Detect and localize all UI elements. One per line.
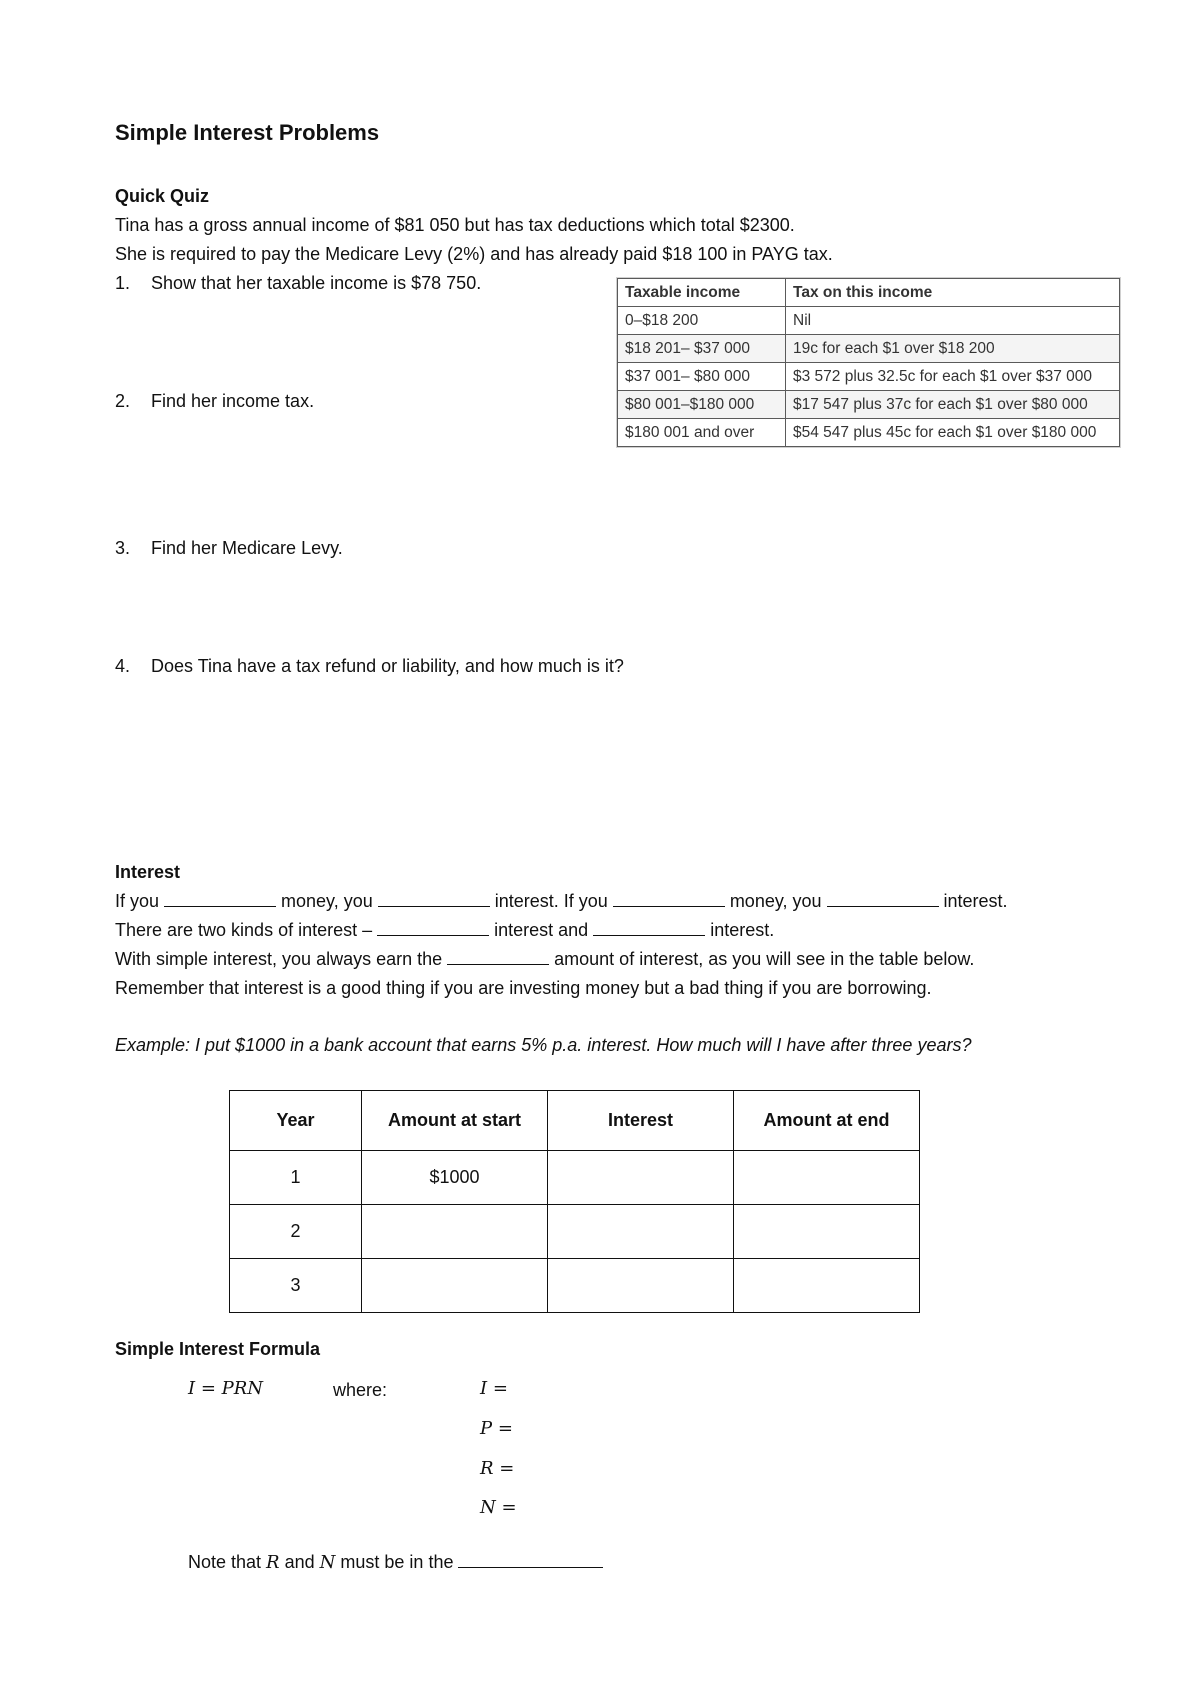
amount-start-cell: $1000	[362, 1151, 548, 1205]
fill-blank	[593, 919, 705, 936]
tax-bracket: $18 201– $37 000	[618, 335, 786, 363]
quiz-line-2: She is required to pay the Medicare Levy (2%) and has already paid $18 100 in PAYG tax.	[115, 244, 833, 264]
text-segment: With simple interest, you always earn the	[115, 949, 448, 969]
tax-rule: $3 572 plus 32.5c for each $1 over $37 000	[786, 363, 1120, 391]
formula-var-r: R =	[480, 1458, 515, 1479]
formula-expression: I = PRN	[188, 1378, 264, 1399]
fill-blank	[458, 1551, 603, 1568]
text-segment: and	[279, 1552, 320, 1572]
text-segment: interest. If you	[489, 891, 613, 911]
text-segment: interest.	[938, 891, 1008, 911]
text-segment: must be in the	[335, 1552, 459, 1572]
fill-blank	[613, 890, 725, 907]
header-year: Year	[230, 1091, 362, 1151]
question-text: Find her Medicare Levy.	[151, 538, 343, 558]
year-cell: 3	[230, 1259, 362, 1313]
tax-rule: $54 547 plus 45c for each $1 over $180 000	[786, 419, 1120, 447]
interest-cell	[548, 1259, 734, 1313]
tax-rule: Nil	[786, 307, 1120, 335]
tax-header-tax: Tax on this income	[786, 279, 1120, 307]
text-segment: R	[266, 1552, 280, 1573]
page-title: Simple Interest Problems	[115, 120, 380, 145]
tax-header-income: Taxable income	[618, 279, 786, 307]
amount-end-cell	[734, 1205, 920, 1259]
header-amount-end: Amount at end	[734, 1091, 920, 1151]
amount-end-cell	[734, 1259, 920, 1313]
fill-blank	[827, 890, 939, 907]
tax-rate-table	[617, 278, 1120, 447]
interest-line-2	[115, 918, 774, 942]
text-segment: interest and	[489, 920, 594, 940]
text-segment: There are two kinds of interest –	[115, 920, 378, 940]
question-3	[115, 536, 343, 560]
formula-var-n: N =	[480, 1497, 517, 1518]
question-text: Show that her taxable income is $78 750.	[151, 273, 482, 293]
text-segment: N	[319, 1552, 336, 1573]
interest-line-1	[115, 889, 1008, 913]
quiz-line-1: Tina has a gross annual income of $81 050 but has tax deductions which total $2300.	[115, 215, 795, 235]
interest-table	[229, 1090, 920, 1313]
question-1	[115, 271, 481, 295]
tax-bracket: $37 001– $80 000	[618, 363, 786, 391]
text-segment: interest.	[705, 920, 775, 940]
interest-heading: Interest	[115, 862, 181, 882]
amount-start-cell	[362, 1259, 548, 1313]
formula-var-p: P =	[480, 1418, 513, 1439]
tax-rule: $17 547 plus 37c for each $1 over $80 000	[786, 391, 1120, 419]
text-segment: Note that	[188, 1552, 267, 1572]
fill-blank	[447, 948, 549, 965]
header-interest: Interest	[548, 1091, 734, 1151]
text-segment: money, you	[724, 891, 827, 911]
tax-table-row	[618, 335, 1120, 363]
table-row	[230, 1151, 920, 1205]
question-number: 3.	[115, 538, 131, 558]
interest-cell	[548, 1151, 734, 1205]
example-text: Example: I put $1000 in a bank account that earns 5% p.a. interest. How much will I have after three years?	[115, 1035, 972, 1055]
fill-blank	[378, 890, 490, 907]
text-segment: money, you	[276, 891, 378, 911]
fill-blank	[164, 890, 276, 907]
question-2	[115, 389, 314, 413]
interest-table-header	[230, 1091, 920, 1151]
fill-blank	[377, 919, 489, 936]
question-4	[115, 654, 624, 678]
question-number: 4.	[115, 656, 131, 676]
interest-line-4: Remember that interest is a good thing if you are investing money but a bad thing if you are borrowing.	[115, 978, 932, 998]
tax-bracket: $180 001 and over	[618, 419, 786, 447]
table-row	[230, 1259, 920, 1313]
year-cell: 2	[230, 1205, 362, 1259]
tax-rule: 19c for each $1 over $18 200	[786, 335, 1120, 363]
year-cell: 1	[230, 1151, 362, 1205]
tax-table-row	[618, 307, 1120, 335]
amount-start-cell	[362, 1205, 548, 1259]
formula-where-label: where:	[333, 1380, 388, 1400]
question-number: 1.	[115, 273, 131, 293]
text-segment: amount of interest, as you will see in the table below.	[549, 949, 975, 969]
formula-heading: Simple Interest Formula	[115, 1339, 321, 1359]
table-row	[230, 1205, 920, 1259]
tax-table-row	[618, 391, 1120, 419]
quiz-heading: Quick Quiz	[115, 186, 210, 206]
question-text: Does Tina have a tax refund or liability, and how much is it?	[151, 656, 624, 676]
interest-line-3	[115, 947, 974, 971]
tax-bracket: $80 001–$180 000	[618, 391, 786, 419]
header-amount-start: Amount at start	[362, 1091, 548, 1151]
question-text: Find her income tax.	[151, 391, 315, 411]
formula-note	[188, 1550, 603, 1575]
interest-cell	[548, 1205, 734, 1259]
tax-bracket: 0–$18 200	[618, 307, 786, 335]
tax-table-row	[618, 363, 1120, 391]
amount-end-cell	[734, 1151, 920, 1205]
tax-table-row	[618, 419, 1120, 447]
tax-table-header	[618, 279, 1120, 307]
question-number: 2.	[115, 391, 131, 411]
formula-var-i: I =	[480, 1378, 508, 1399]
text-segment: If you	[115, 891, 165, 911]
